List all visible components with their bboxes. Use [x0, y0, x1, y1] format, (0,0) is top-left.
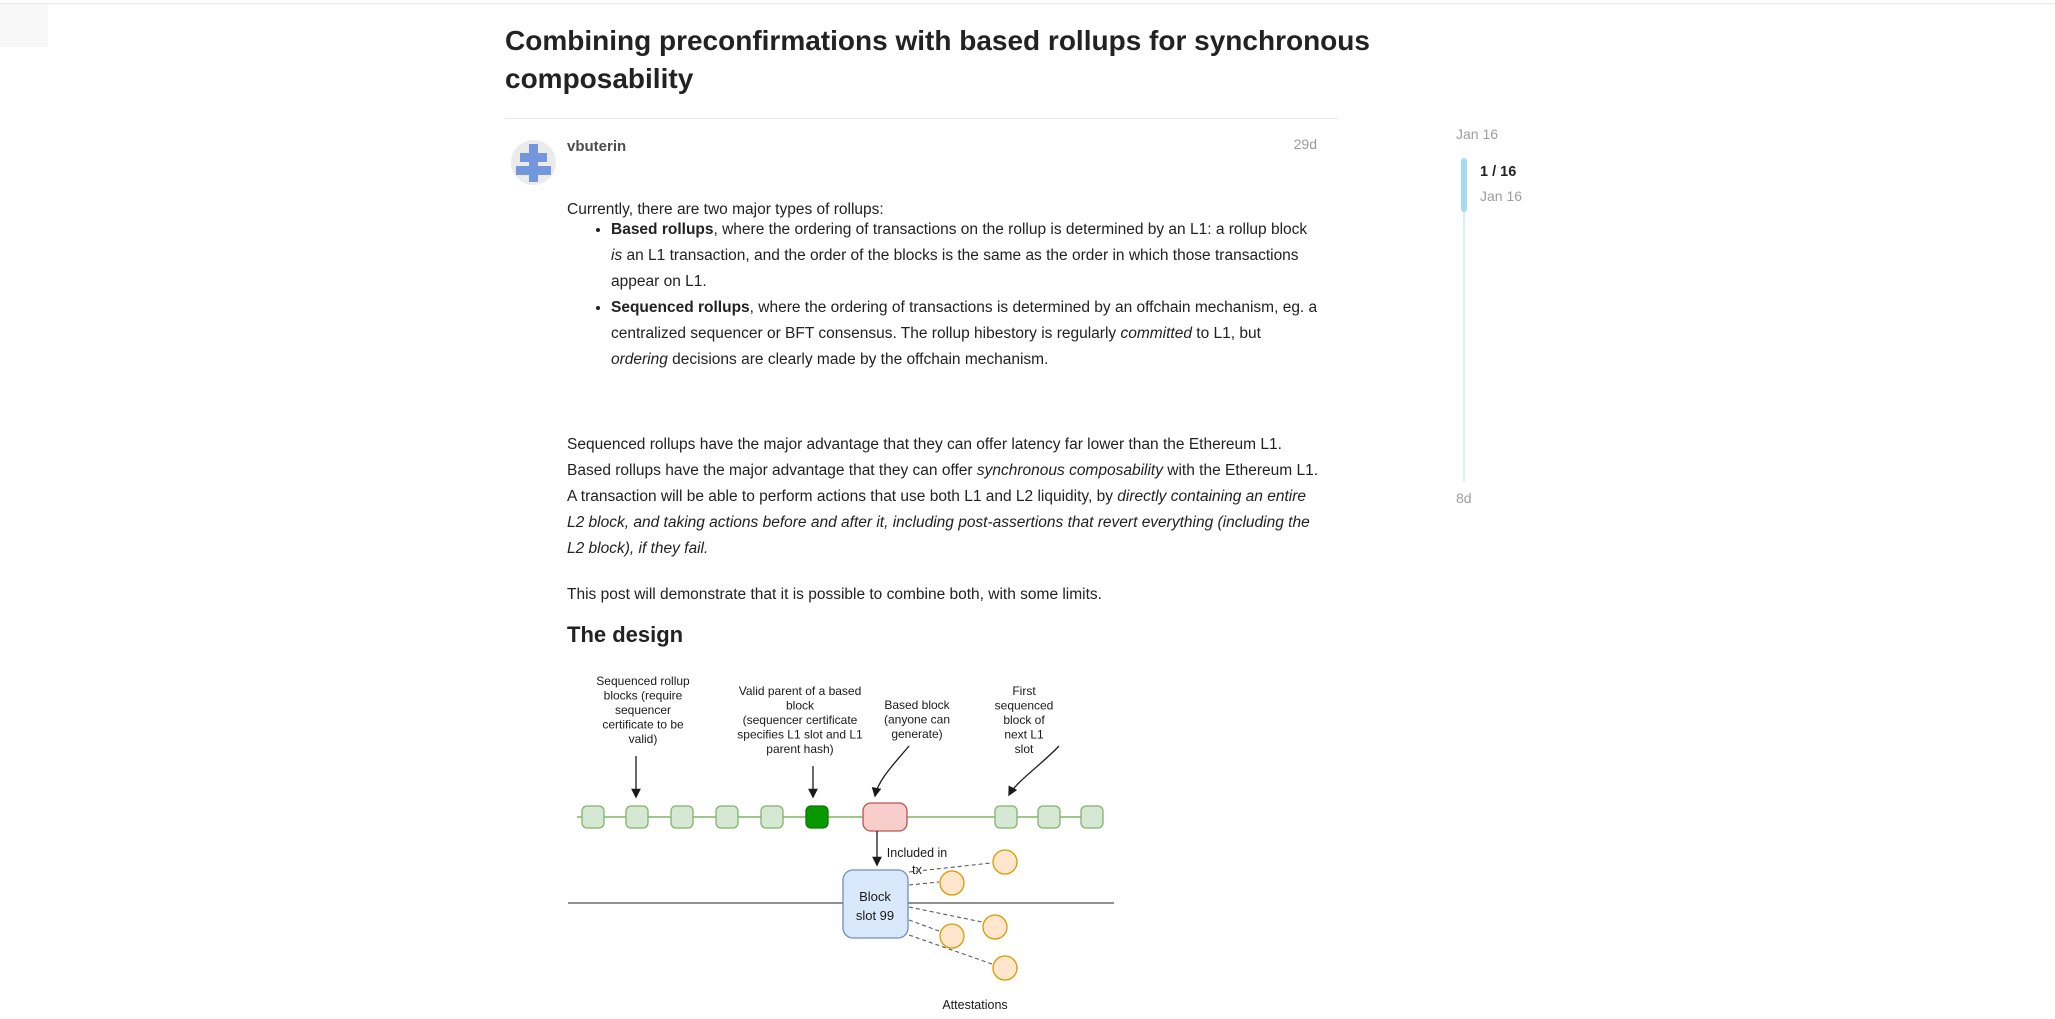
svg-text:Valid parent of a based: Valid parent of a based	[738, 684, 862, 698]
svg-text:Included in: Included in	[886, 846, 948, 860]
text-run: is	[611, 247, 623, 264]
text-run: Sequenced rollups have the major advantage that they can offer latency far lower than the Ethereum L1. Based rollups have the major advantage that they can offer	[567, 435, 1282, 479]
based-block	[863, 803, 907, 831]
avatar[interactable]	[511, 140, 556, 185]
text-run: ordering	[611, 351, 668, 368]
text-run: decisions are clearly made by the offchain mechanism.	[667, 351, 1049, 368]
svg-text:(anyone can: (anyone can	[883, 712, 951, 727]
svg-text:Based block: Based block	[884, 698, 950, 712]
sequenced-block	[995, 806, 1017, 828]
svg-text:block of: block of	[1003, 713, 1045, 727]
valid-parent-label	[737, 684, 863, 756]
text-run: with the Ethereum L1. A transaction will be able to perform actions that use both L1 and L2 liquidity, by	[567, 461, 1319, 505]
text-run: synchronous composability	[976, 461, 1163, 479]
design-diagram	[560, 668, 1160, 1019]
svg-text:valid): valid)	[628, 732, 658, 746]
arrow	[875, 746, 909, 796]
svg-text:block: block	[785, 698, 815, 713]
sequenced-block	[716, 806, 738, 828]
sequenced-block	[761, 806, 783, 828]
attestation-circle	[983, 915, 1007, 939]
first-sequenced-label	[995, 684, 1054, 756]
svg-text:parent hash): parent hash)	[766, 742, 834, 756]
intro-paragraph: Currently, there are two major types of rollups:	[567, 200, 884, 218]
header-divider	[0, 3, 2055, 4]
text-run: Sequenced rollups	[611, 299, 750, 316]
svg-text:next L1: next L1	[1004, 727, 1044, 742]
svg-text:blocks (require: blocks (require	[603, 688, 683, 703]
timeline-last-activity[interactable]: 8d	[1456, 490, 1472, 506]
attestation-circle	[993, 850, 1017, 874]
attestations-label: Attestations	[942, 998, 1008, 1012]
sequenced-block	[671, 806, 693, 828]
svg-text:sequenced: sequenced	[994, 698, 1054, 713]
text-run: , where the ordering of transactions on the rollup is determined by an L1: a rollup block	[713, 221, 1308, 238]
svg-text:slot: slot	[1014, 742, 1034, 756]
based-block-label	[884, 698, 951, 741]
text-run: , where the ordering of transactions is determined by an offchain mechanism, eg. a centralized sequencer or BFT consensus. The rollup hibestory is regularly	[611, 299, 1318, 342]
post-author[interactable]: vbuterin	[567, 138, 627, 155]
svg-text:tx: tx	[912, 863, 922, 877]
text-run: an L1 transaction, and the order of the blocks is the same as the order in which those transactions appear on L1.	[611, 247, 1299, 290]
sequenced-block	[1038, 806, 1060, 828]
text-run: Based rollups	[611, 221, 714, 238]
vbuterin-avatar-icon	[529, 144, 538, 182]
list-item	[611, 217, 1320, 295]
demonstrate-paragraph: This post will demonstrate that it is possible to combine both, with some limits.	[567, 585, 1102, 603]
svg-text:generate): generate)	[891, 727, 943, 741]
text-run: directly containing an entire L2 block, and taking actions before and after it, including post-assertions that revert everything (including the L2 block), if they fail.	[567, 487, 1310, 557]
timeline-track[interactable]	[1463, 212, 1465, 482]
rollup-types-list	[567, 217, 1320, 373]
svg-text:(sequencer certificate: (sequencer certificate	[742, 713, 858, 727]
block-slot-99-box	[843, 870, 908, 938]
text-run: committed	[1120, 325, 1192, 342]
attestation-circle	[940, 924, 964, 948]
attestation-circles	[940, 850, 1017, 980]
attestation-circle	[993, 956, 1017, 980]
sequenced-block	[626, 806, 648, 828]
svg-text:First: First	[1012, 684, 1036, 698]
vbuterin-avatar-icon	[520, 153, 547, 162]
svg-text:Block: Block	[859, 889, 891, 904]
timeline-scrubber[interactable]	[1461, 158, 1467, 212]
attestation-circle	[940, 871, 964, 895]
vbuterin-avatar-icon	[516, 166, 551, 175]
svg-text:certificate to be: certificate to be	[602, 717, 684, 732]
timeline-post-position: 1 / 16	[1480, 164, 1517, 180]
header-corner	[0, 4, 48, 47]
timeline-current-date: Jan 16	[1480, 188, 1523, 204]
valid-parent-block	[806, 806, 828, 828]
topic-title: Combining preconfirmations with based rollups for synchronous composability	[505, 25, 1370, 94]
sequenced-rollup-blocks-label	[596, 674, 690, 746]
text-run: to L1, but	[1191, 325, 1261, 342]
svg-text:Sequenced rollup: Sequenced rollup	[596, 674, 690, 688]
timeline-start-date[interactable]: Jan 16	[1456, 126, 1499, 142]
svg-text:sequencer: sequencer	[614, 703, 672, 717]
section-heading: The design	[567, 622, 684, 647]
svg-text:specifies L1 slot and L1: specifies L1 slot and L1	[737, 727, 863, 742]
advantages-paragraph	[567, 432, 1320, 562]
post-age[interactable]: 29d	[1293, 136, 1317, 152]
sequenced-block	[582, 806, 604, 828]
sequenced-block	[1081, 806, 1103, 828]
svg-text:slot 99: slot 99	[855, 908, 895, 923]
post-divider	[505, 118, 1338, 119]
list-item	[611, 295, 1320, 373]
